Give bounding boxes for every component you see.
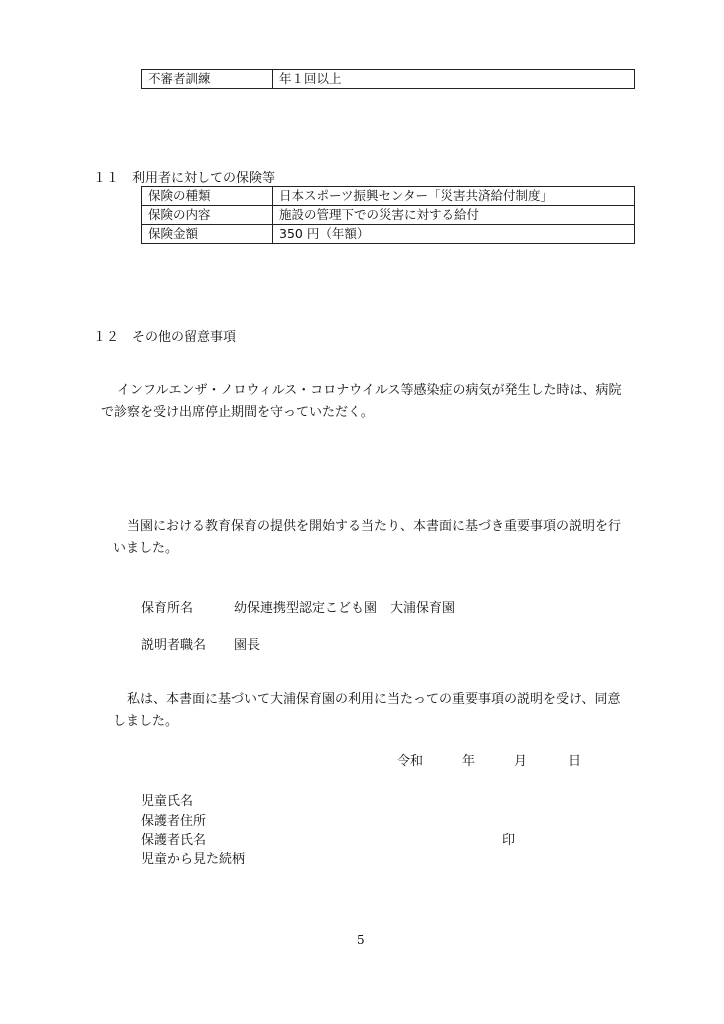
explanation-line2: いました。 bbox=[113, 541, 179, 556]
explainer-title-value: 園長 bbox=[234, 638, 261, 653]
facility-name-label: 保育所名 bbox=[141, 601, 194, 616]
page-number: 5 bbox=[357, 933, 365, 947]
insurance-amount-value: 350 円（年額） bbox=[273, 225, 635, 244]
explanation-paragraph bbox=[113, 516, 621, 560]
section12-line2: で診察を受け出席停止期間を守っていただく。 bbox=[101, 405, 374, 420]
seal-mark: 印 bbox=[502, 833, 516, 848]
insurance-content-label: 保険の内容 bbox=[142, 206, 273, 225]
date-era: 令和 bbox=[397, 754, 424, 769]
relation-label: 児童から見た続柄 bbox=[141, 852, 246, 867]
facility-name-value: 幼保連携型認定こども園 大浦保育園 bbox=[234, 601, 456, 616]
section12-paragraph bbox=[101, 380, 622, 424]
date-month: 月 bbox=[514, 754, 528, 769]
consent-line1: 私は、本書面に基づいて大浦保育園の利用に当たっての重要事項の説明を受け、同意 bbox=[127, 692, 621, 707]
table-row bbox=[142, 70, 635, 89]
section12-heading: １２ その他の留意事項 bbox=[93, 330, 237, 345]
consent-line2: しました。 bbox=[113, 714, 179, 729]
insurance-type-label: 保険の種類 bbox=[142, 187, 273, 206]
insurance-content-value: 施設の管理下での災害に対する給付 bbox=[273, 206, 635, 225]
explanation-line1: 当園における教育保育の提供を開始する当たり、本書面に基づき重要事項の説明を行 bbox=[127, 519, 622, 534]
explainer-title-label: 説明者職名 bbox=[141, 638, 207, 653]
table-row bbox=[142, 206, 635, 225]
date-day: 日 bbox=[568, 754, 582, 769]
insurance-table bbox=[141, 186, 635, 244]
child-name-label: 児童氏名 bbox=[141, 794, 194, 809]
insurance-type-value: 日本スポーツ振興センター「災害共済給付制度」 bbox=[273, 187, 635, 206]
date-year: 年 bbox=[462, 754, 476, 769]
section11-heading: １１ 利用者に対しての保険等 bbox=[93, 171, 276, 186]
training-value: 年１回以上 bbox=[273, 70, 635, 89]
training-label: 不審者訓練 bbox=[142, 70, 273, 89]
training-table bbox=[141, 69, 635, 89]
guardian-address-label: 保護者住所 bbox=[141, 814, 207, 829]
consent-paragraph bbox=[113, 689, 620, 733]
guardian-name-label: 保護者氏名 bbox=[141, 833, 207, 848]
insurance-amount-label: 保険金額 bbox=[142, 225, 273, 244]
section12-line1: インフルエンザ・ノロウィルス・コロナウイルス等感染症の病気が発生した時は、病院 bbox=[117, 383, 622, 398]
table-row bbox=[142, 225, 635, 244]
table-row bbox=[142, 187, 635, 206]
